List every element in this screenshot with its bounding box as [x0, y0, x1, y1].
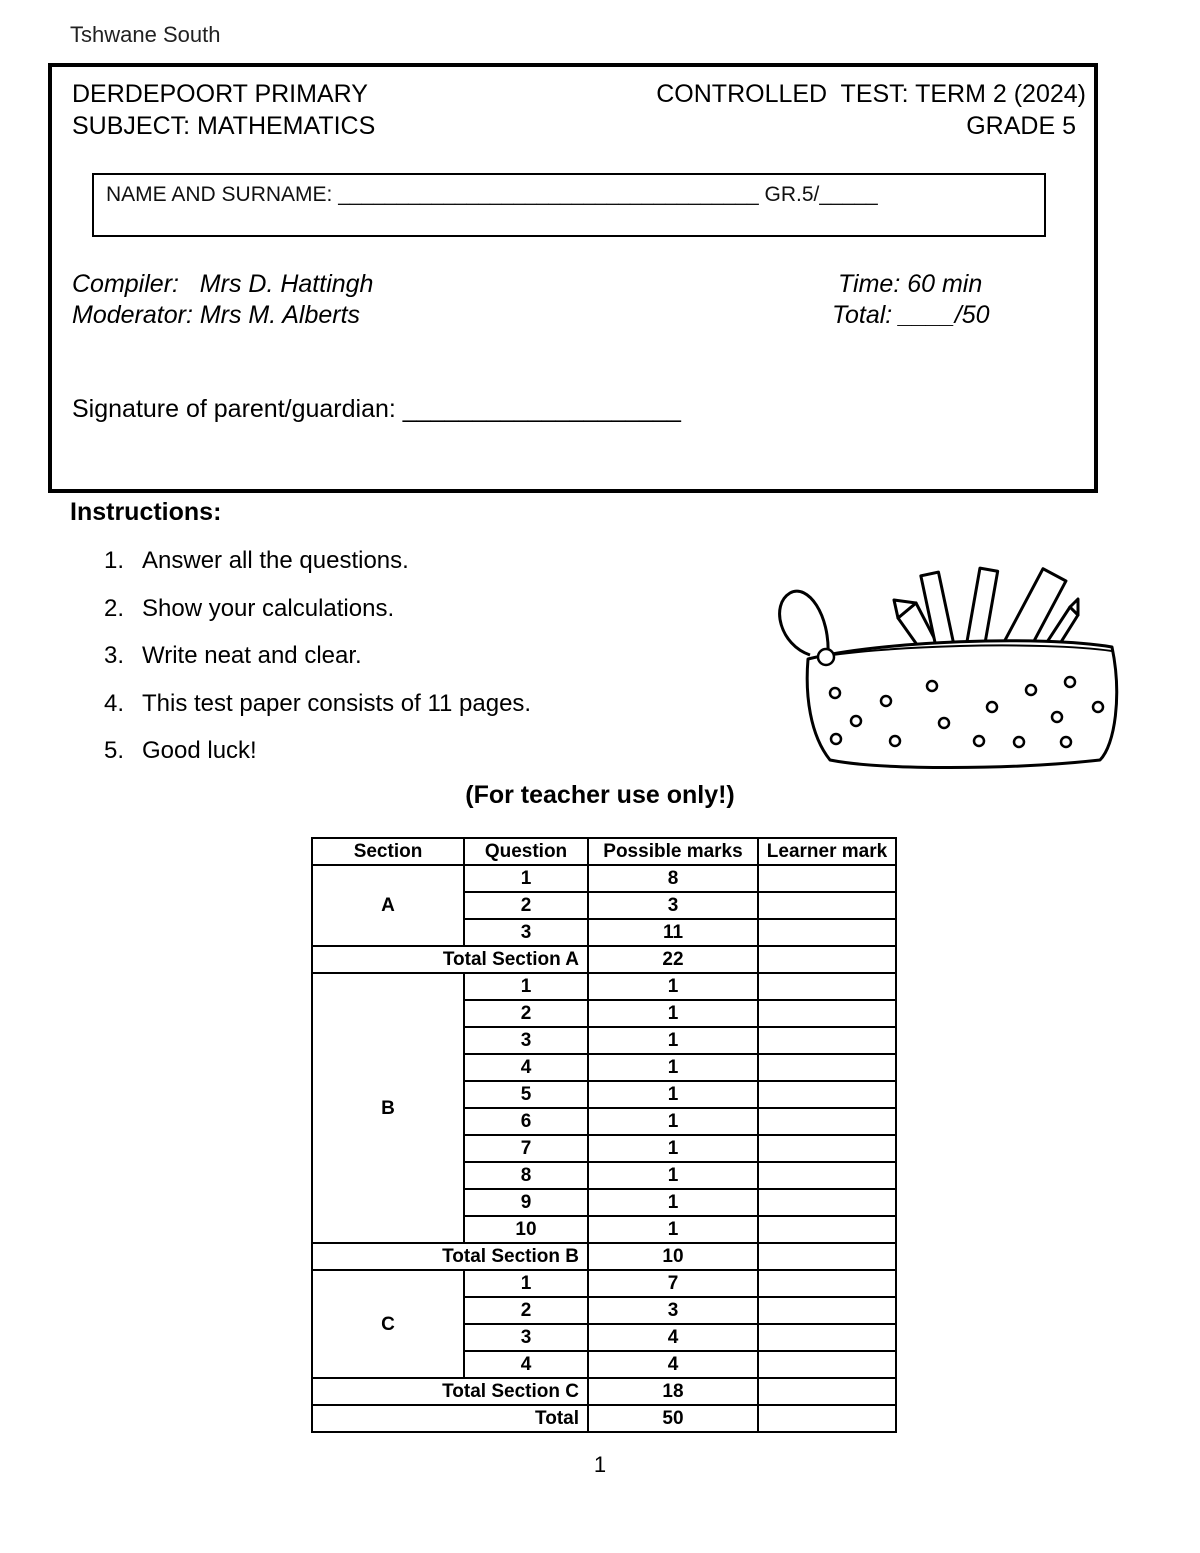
table-row: [312, 1270, 896, 1297]
possible-marks: 4: [588, 1351, 758, 1378]
signature-field[interactable]: Signature of parent/guardian: ____________________: [72, 395, 681, 423]
learner-mark-cell[interactable]: [758, 919, 896, 946]
question-number: 1: [464, 1270, 588, 1297]
section-name: C: [312, 1270, 464, 1378]
question-number: 3: [464, 1027, 588, 1054]
section-total-marks: 18: [588, 1378, 758, 1405]
instruction-item: [104, 594, 531, 642]
possible-marks: 1: [588, 1216, 758, 1243]
instruction-number: 1.: [104, 547, 125, 574]
learner-mark-cell[interactable]: [758, 1000, 896, 1027]
question-number: 6: [464, 1108, 588, 1135]
learner-mark-cell[interactable]: [758, 973, 896, 1000]
table-header-row: [312, 838, 896, 865]
instruction-text: This test paper consists of 11 pages.: [142, 689, 532, 717]
question-number: 2: [464, 892, 588, 919]
possible-marks: 1: [588, 1027, 758, 1054]
instruction-item: [104, 689, 531, 737]
instruction-text: Good luck!: [142, 737, 257, 764]
learner-mark-cell[interactable]: [758, 1270, 896, 1297]
learner-mark-cell[interactable]: [758, 1135, 896, 1162]
question-number: 5: [464, 1081, 588, 1108]
learner-mark-cell[interactable]: [758, 1351, 896, 1378]
pencil-case-icon: [760, 555, 1130, 785]
instruction-number: 2.: [104, 594, 125, 622]
header-possible-marks: Possible marks: [588, 838, 758, 865]
page-number: 1: [593, 1452, 607, 1477]
question-number: 3: [464, 919, 588, 946]
question-number: 8: [464, 1162, 588, 1189]
section-total-label: Total Section B: [312, 1243, 588, 1270]
section-total-label: Total Section C: [312, 1378, 588, 1405]
instruction-item: [104, 546, 531, 594]
section-total-marks: 10: [588, 1243, 758, 1270]
section-total-row: [312, 1378, 896, 1405]
learner-mark-cell[interactable]: [758, 865, 896, 892]
table-row: [312, 973, 896, 1000]
instruction-text: Answer all the questions.: [142, 547, 409, 574]
possible-marks: 3: [588, 892, 758, 919]
possible-marks: 8: [588, 865, 758, 892]
possible-marks: 1: [588, 1189, 758, 1216]
instruction-item: [104, 641, 531, 689]
district-label: Tshwane South: [70, 22, 221, 47]
learner-mark-cell[interactable]: [758, 892, 896, 919]
question-number: 2: [464, 1000, 588, 1027]
learner-mark-cell[interactable]: [758, 1216, 896, 1243]
grade-label: GRADE 5: [966, 112, 1076, 140]
header-learner-mark: Learner mark: [758, 838, 896, 865]
instruction-item: [104, 736, 531, 784]
learner-total-cell[interactable]: [758, 1378, 896, 1405]
test-title: CONTROLLED TEST: TERM 2 (2024): [656, 80, 1086, 108]
name-surname-field[interactable]: NAME AND SURNAME: ____________________________________ GR.5/_____: [106, 183, 878, 206]
header-question: Question: [464, 838, 588, 865]
time-label: Time: 60 min: [838, 270, 983, 298]
instructions-title: Instructions:: [70, 498, 222, 526]
possible-marks: 1: [588, 1000, 758, 1027]
question-number: 1: [464, 973, 588, 1000]
instruction-number: 5.: [104, 737, 125, 764]
learner-mark-cell[interactable]: [758, 1027, 896, 1054]
question-number: 7: [464, 1135, 588, 1162]
learner-mark-cell[interactable]: [758, 1054, 896, 1081]
question-number: 10: [464, 1216, 588, 1243]
grand-total-row: [312, 1405, 896, 1432]
possible-marks: 11: [588, 919, 758, 946]
instruction-text: Write neat and clear.: [142, 642, 362, 669]
school-name: DERDEPOORT PRIMARY: [72, 80, 368, 108]
header-section: Section: [312, 838, 464, 865]
total-label: Total: ____/50: [832, 301, 990, 329]
learner-mark-cell[interactable]: [758, 1162, 896, 1189]
question-number: 4: [464, 1054, 588, 1081]
subject-name: SUBJECT: MATHEMATICS: [72, 112, 376, 140]
section-total-row: [312, 946, 896, 973]
learner-mark-cell[interactable]: [758, 1108, 896, 1135]
instruction-number: 3.: [104, 642, 125, 669]
possible-marks: 3: [588, 1297, 758, 1324]
possible-marks: 1: [588, 1054, 758, 1081]
learner-mark-cell[interactable]: [758, 1324, 896, 1351]
possible-marks: 1: [588, 1081, 758, 1108]
learner-mark-cell[interactable]: [758, 1297, 896, 1324]
question-number: 1: [464, 865, 588, 892]
section-total-label: Total Section A: [312, 946, 588, 973]
teacher-use-heading: (For teacher use only!): [465, 781, 735, 809]
section-total-row: [312, 1243, 896, 1270]
learner-total-cell[interactable]: [758, 946, 896, 973]
question-number: 2: [464, 1297, 588, 1324]
compiler-label: Compiler: Mrs D. Hattingh: [72, 270, 374, 298]
question-number: 9: [464, 1189, 588, 1216]
section-name: A: [312, 865, 464, 946]
marks-table: [311, 837, 897, 1433]
section-total-marks: 22: [588, 946, 758, 973]
moderator-label: Moderator: Mrs M. Alberts: [72, 301, 361, 329]
section-name: B: [312, 973, 464, 1243]
learner-mark-cell[interactable]: [758, 1189, 896, 1216]
instructions-list: [104, 546, 531, 784]
instruction-text: Show your calculations.: [142, 594, 395, 622]
question-number: 4: [464, 1351, 588, 1378]
possible-marks: 4: [588, 1324, 758, 1351]
possible-marks: 1: [588, 973, 758, 1000]
possible-marks: 1: [588, 1108, 758, 1135]
possible-marks: 1: [588, 1135, 758, 1162]
instruction-number: 4.: [104, 689, 125, 717]
learner-grand-total-cell[interactable]: [758, 1405, 896, 1432]
possible-marks: 7: [588, 1270, 758, 1297]
learner-mark-cell[interactable]: [758, 1081, 896, 1108]
grand-total-marks: 50: [588, 1405, 758, 1432]
question-number: 3: [464, 1324, 588, 1351]
learner-total-cell[interactable]: [758, 1243, 896, 1270]
grand-total-label: Total: [312, 1405, 588, 1432]
possible-marks: 1: [588, 1162, 758, 1189]
table-row: [312, 865, 896, 892]
